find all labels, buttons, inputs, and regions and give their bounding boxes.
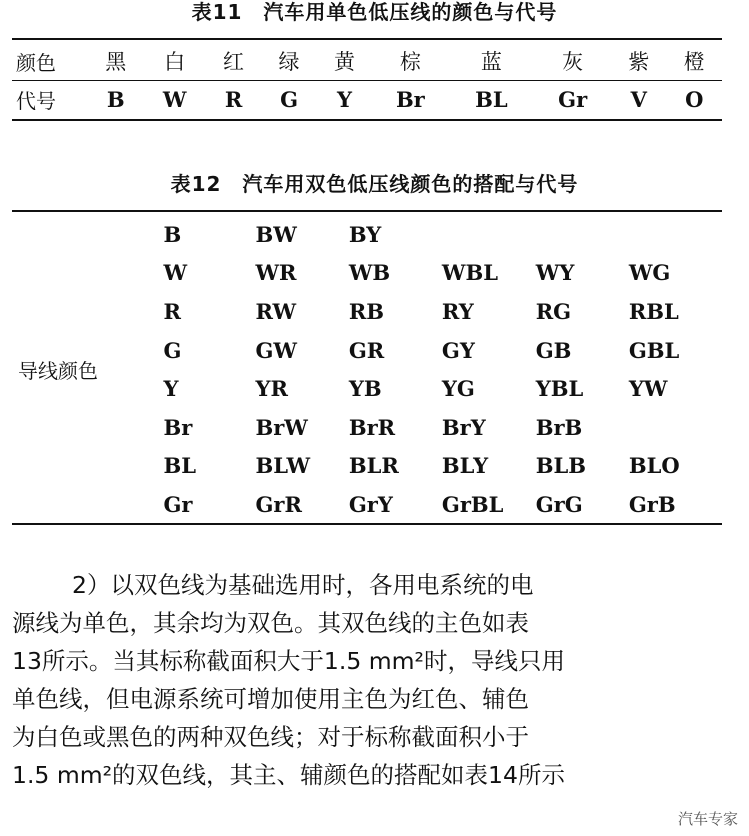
code-cell: GY <box>441 337 475 363</box>
code-cell: BLR <box>348 453 399 479</box>
table11-code-row <box>12 80 722 118</box>
code-cell: R <box>163 298 181 324</box>
code-cell: W <box>162 86 187 112</box>
code-cell: GrB <box>628 491 676 517</box>
code-cell <box>442 215 536 254</box>
code-cell: GrG <box>535 491 583 517</box>
color-cell: 灰 <box>562 50 584 74</box>
code-cell <box>536 215 629 254</box>
code-cell: W <box>163 260 188 286</box>
color-row-label: 颜色 <box>16 50 56 75</box>
color-cell: 黄 <box>334 50 356 74</box>
paragraph-line: 为白色或黑色的两种双色线；对于标称截面积小于 <box>12 723 529 751</box>
code-cell: WY <box>535 260 575 286</box>
code-cell: RW <box>255 298 297 324</box>
paragraph-line: 单色线，但电源系统可增加使用主色为红色、辅色 <box>12 685 529 713</box>
color-cell: 紫 <box>628 50 650 74</box>
code-cell: WBL <box>441 260 499 286</box>
code-cell: YB <box>348 376 382 402</box>
code-cell: Br <box>163 414 193 440</box>
code-cell: RY <box>441 298 474 324</box>
code-cell: Gr <box>558 86 588 112</box>
paragraph-line: 1.5 mm²的双色线，其主、辅颜色的搭配如表14所示 <box>12 761 565 789</box>
code-cell: BL <box>163 453 197 479</box>
code-cell: GBL <box>628 337 680 363</box>
code-cell: WB <box>348 260 391 286</box>
color-cell: 黑 <box>105 50 127 74</box>
code-cell: BY <box>348 221 382 247</box>
table11-color-row <box>12 42 722 80</box>
table-row <box>12 215 722 254</box>
color-cell: 橙 <box>683 50 705 74</box>
paragraph-line: 13所示。当其标称截面积大于1.5 mm²时，导线只用 <box>12 647 565 675</box>
code-cell: Gr <box>163 491 193 517</box>
table12-bottom-rule <box>12 523 722 525</box>
body-paragraph <box>12 566 727 794</box>
code-cell: YBL <box>535 376 584 402</box>
code-cell: BrY <box>441 414 486 440</box>
code-cell: GrR <box>255 491 302 517</box>
watermark: 汽车专家 <box>675 807 741 830</box>
code-cell: G <box>280 86 298 112</box>
paragraph-line: 2）以双色线为基础选用时，各用电系统的电 <box>72 571 534 599</box>
code-cell: RG <box>535 298 572 324</box>
table11-caption: 表11 汽车用单色低压线的颜色与代号 <box>191 0 558 24</box>
code-cell: WR <box>255 260 297 286</box>
code-cell: BLB <box>535 453 586 479</box>
code-cell <box>629 408 722 447</box>
code-cell: RBL <box>628 298 679 324</box>
table11-bottom-rule <box>12 119 722 121</box>
code-cell: YR <box>255 376 288 402</box>
code-cell: B <box>106 86 125 112</box>
code-cell: GrY <box>348 491 393 517</box>
table12-top-rule <box>12 210 722 212</box>
code-cell: GrBL <box>441 491 504 517</box>
code-cell: Y <box>163 376 179 402</box>
code-cell: R <box>224 86 243 112</box>
color-cell: 红 <box>223 50 245 74</box>
table11-top-rule <box>12 38 722 40</box>
code-cell: BrB <box>535 414 583 440</box>
table12 <box>12 215 722 524</box>
code-cell: BLO <box>628 453 680 479</box>
table11-mid-rule <box>12 80 722 81</box>
color-cell: 蓝 <box>480 50 502 74</box>
code-cell: BW <box>255 221 297 247</box>
code-cell: WG <box>628 260 671 286</box>
code-cell: YG <box>441 376 475 402</box>
table12-caption: 表12 汽车用双色低压线颜色的搭配与代号 <box>170 172 579 196</box>
code-cell: V <box>630 86 647 112</box>
paragraph-line: 源线为单色，其余均为双色。其双色线的主色如表 <box>12 609 529 637</box>
code-cell: BrR <box>348 414 396 440</box>
code-cell: Br <box>395 86 425 112</box>
code-row-label: 代号 <box>16 88 56 113</box>
code-cell: Y <box>337 86 353 112</box>
color-cell: 棕 <box>399 50 421 74</box>
code-cell: BLW <box>255 453 311 479</box>
code-cell: GW <box>255 337 297 363</box>
code-cell: O <box>685 86 704 112</box>
code-cell: BrW <box>255 414 308 440</box>
code-cell: RB <box>348 298 385 324</box>
code-cell: BLY <box>441 453 489 479</box>
color-cell: 白 <box>164 50 186 74</box>
color-cell: 绿 <box>278 50 300 74</box>
code-cell: YW <box>628 376 668 402</box>
wire-color-label: 导线颜色 <box>18 358 98 383</box>
code-cell <box>629 215 722 254</box>
code-cell: G <box>163 337 182 363</box>
code-cell: B <box>163 221 182 247</box>
code-cell: GB <box>535 337 572 363</box>
code-cell: BL <box>475 86 508 112</box>
code-cell: GR <box>348 337 385 363</box>
